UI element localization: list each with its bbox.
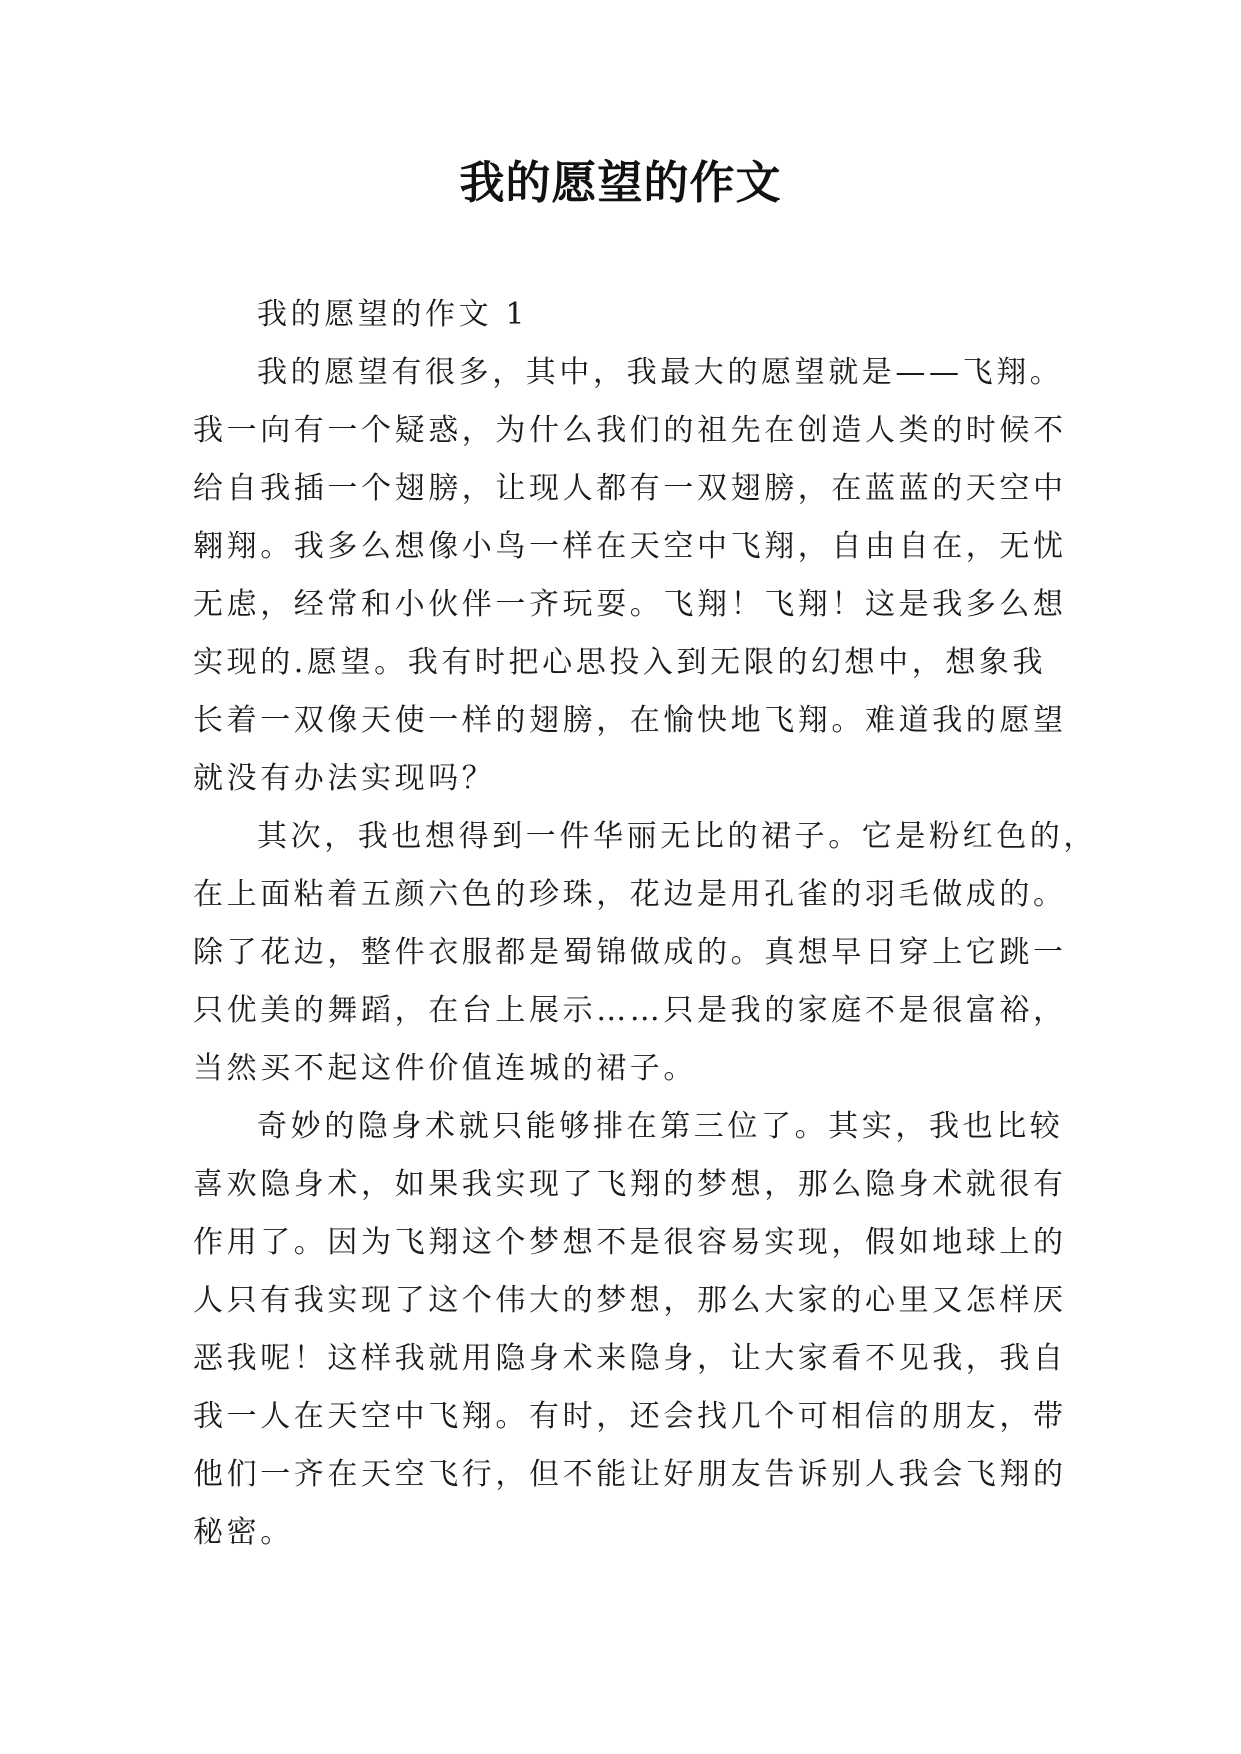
body-text-line: 当然买不起这件价值连城的裙子。	[193, 1051, 697, 1086]
body-text-line: 作用了。因为飞翔这个梦想不是很容易实现，假如地球上的	[193, 1225, 1067, 1260]
body-text-line: 秘密。	[193, 1515, 294, 1550]
body-text-line: 无虑，经常和小伙伴一齐玩耍。飞翔！飞翔！这是我多么想	[193, 587, 1067, 622]
body-text-line: 长着一双像天使一样的翅膀，在愉快地飞翔。难道我的愿望	[193, 703, 1067, 738]
body-text-line: 我一人在天空中飞翔。有时，还会找几个可相信的朋友，带	[193, 1399, 1067, 1434]
body-text-line: 其次，我也想得到一件华丽无比的裙子。它是粉红色的，	[257, 819, 1097, 854]
body-text-line: 奇妙的隐身术就只能够排在第三位了。其实，我也比较	[257, 1109, 1064, 1144]
body-text-line: 实现的.愿望。我有时把心思投入到无限的幻想中，想象我	[193, 645, 1047, 680]
body-text-line: 我的愿望有很多，其中，我最大的愿望就是——飞翔。	[257, 355, 1064, 390]
body-text-line: 人只有我实现了这个伟大的梦想，那么大家的心里又怎样厌	[193, 1283, 1067, 1318]
body-text-line: 翱翔。我多么想像小鸟一样在天空中飞翔，自由自在，无忧	[193, 529, 1067, 564]
body-text-line: 我的愿望的作文 1	[257, 297, 529, 332]
body-text-line: 除了花边，整件衣服都是蜀锦做成的。真想早日穿上它跳一	[193, 935, 1067, 970]
body-text-line: 恶我呢！这样我就用隐身术来隐身，让大家看不见我，我自	[193, 1341, 1067, 1376]
body-text-line: 他们一齐在天空飞行，但不能让好朋友告诉别人我会飞翔的	[193, 1457, 1067, 1492]
document-body	[193, 286, 1097, 1562]
body-text-line: 只优美的舞蹈，在台上展示……只是我的家庭不是很富裕，	[193, 993, 1067, 1028]
body-text-line: 在上面粘着五颜六色的珍珠，花边是用孔雀的羽毛做成的。	[193, 877, 1067, 912]
body-text-line: 喜欢隐身术，如果我实现了飞翔的梦想，那么隐身术就很有	[193, 1167, 1067, 1202]
document-title: 我的愿望的作文	[459, 156, 782, 209]
body-text-line: 给自我插一个翅膀，让现人都有一双翅膀，在蓝蓝的天空中	[193, 471, 1067, 506]
body-text-line: 我一向有一个疑惑，为什么我们的祖先在创造人类的时候不	[193, 413, 1067, 448]
body-text-line: 就没有办法实现吗？	[193, 761, 496, 796]
